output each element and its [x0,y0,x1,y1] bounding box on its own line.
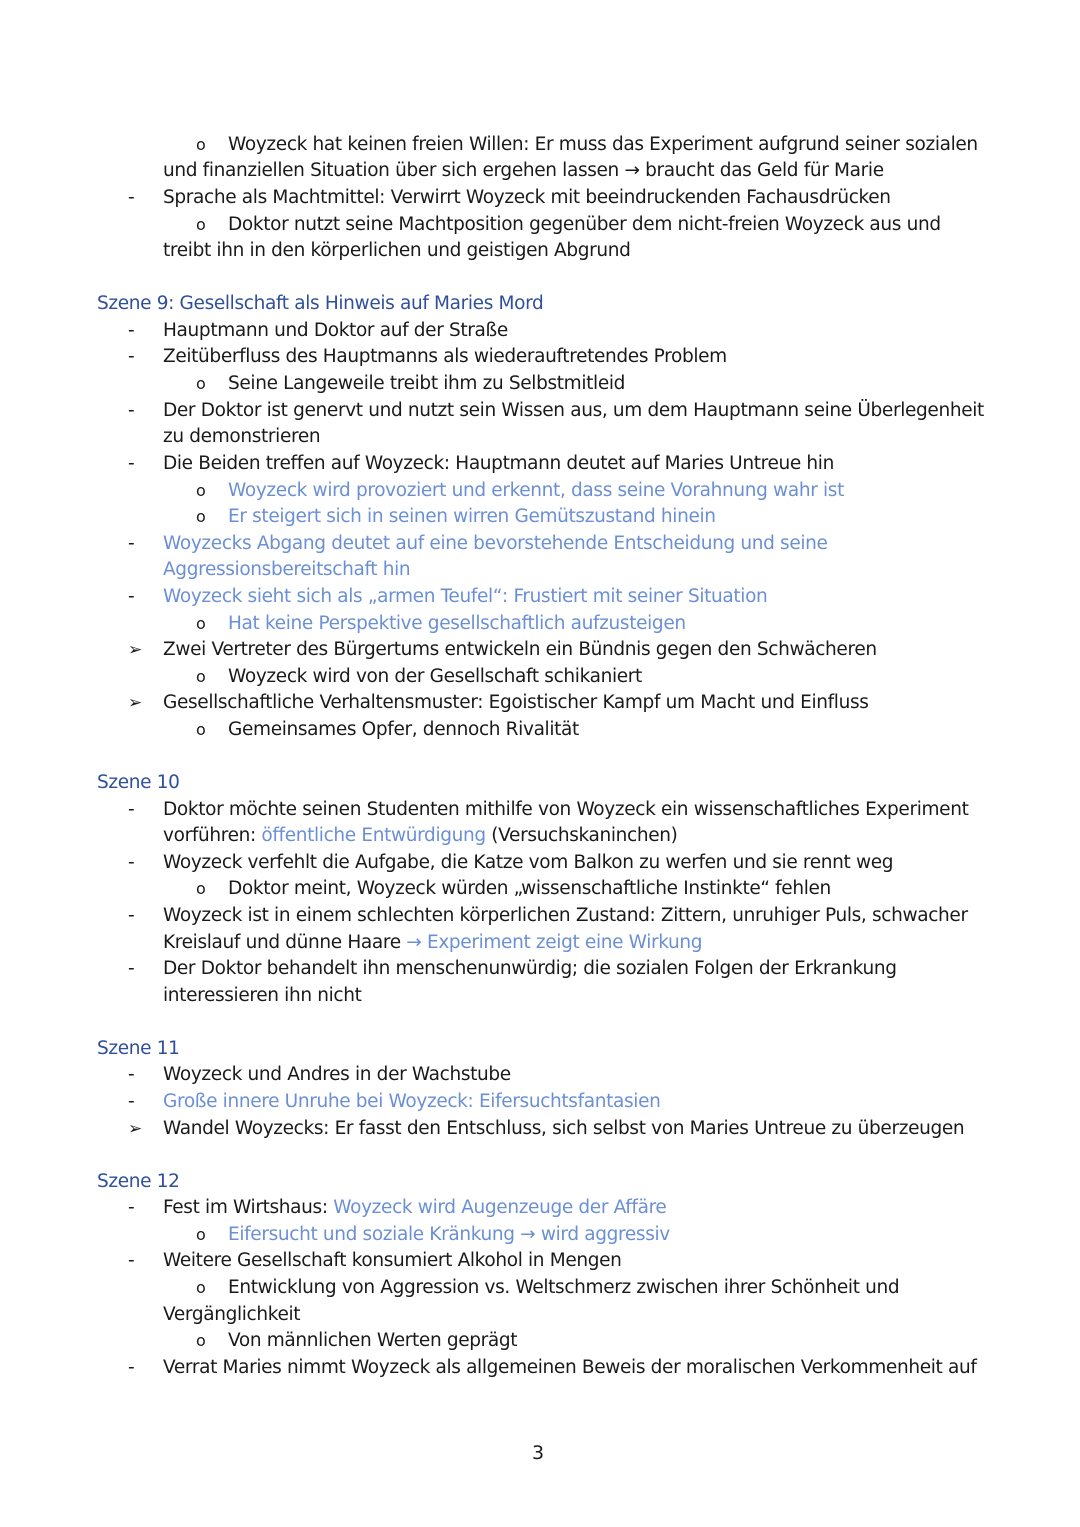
circle-bullet: o [196,667,206,686]
dash-bullet: - [128,400,135,421]
text-segment: Woyzeck und Andres in der Wachstube [163,1064,511,1085]
text-segment: Seine Langeweile treibt ihm zu Selbstmitleid [228,373,626,394]
circle-bullet: o [196,720,206,739]
circle-bullet: o [196,374,206,393]
text-segment: Entwicklung von Aggression vs. Weltschmerz zwischen ihrer Schönheit und [228,1277,900,1298]
section-heading [97,1036,180,1062]
text-line [163,1116,964,1142]
text-segment: Gemeinsames Opfer, dennoch Rivalität [228,719,579,740]
text-segment: Szene 11 [97,1038,180,1059]
text-segment: Weitere Gesellschaft konsumiert Alkohol in Mengen [163,1250,622,1271]
text-segment: Woyzeck sieht sich als „armen Teufel“: Frustiert mit seiner Situation [163,586,768,607]
text-segment: Von männlichen Werten geprägt [228,1330,518,1351]
text-segment: Eifersucht und soziale Kränkung → wird aggressiv [228,1224,670,1245]
text-line [163,344,727,370]
text-segment: Sprache als Machtmittel: Verwirrt Woyzeck mit beeindruckenden Fachausdrücken [163,187,891,208]
text-segment: → Experiment zeigt eine Wirkung [406,932,703,953]
text-segment: Doktor meint, Woyzeck würden „wissenschaftliche Instinkte“ fehlen [228,878,831,899]
text-segment: Große innere Unruhe bei Woyzeck: Eifersuchtsfantasien [163,1091,661,1112]
text-segment: Hauptmann und Doktor auf der Straße [163,320,508,341]
text-line [163,823,678,849]
text-segment: Woyzeck verfehlt die Aufgabe, die Katze vom Balkon zu werfen und sie rennt weg [163,852,894,873]
circle-bullet: o [196,1278,206,1297]
text-line [163,584,767,610]
dash-bullet: - [128,1357,135,1378]
arrowhead-bullet-icon: ➢ [128,640,143,660]
circle-bullet: o [196,879,206,898]
text-segment: Szene 12 [97,1171,180,1192]
circle-bullet: o [196,135,206,154]
text-segment: Woyzecks Abgang deutet auf eine bevorstehende Entscheidung und seine [163,533,828,554]
section-heading [97,1169,180,1195]
text-line [163,1062,511,1088]
circle-bullet: o [196,614,206,633]
circle-bullet: o [196,1331,206,1350]
text-segment: Szene 10 [97,772,180,793]
text-segment: braucht das Geld für Marie [639,160,884,181]
circle-bullet: o [196,215,206,234]
text-segment: Szene 9: Gesellschaft als Hinweis auf Maries Mord [97,293,544,314]
text-line [163,983,362,1009]
text-line [163,1195,666,1221]
text-segment: zu demonstrieren [163,426,321,447]
text-line [163,238,631,264]
dash-bullet: - [128,320,135,341]
text-segment: Wandel Woyzecks: Er fasst den Entschluss, sich selbst von Maries Untreue zu überzeugen [163,1118,965,1139]
text-line [163,690,869,716]
text-segment: Vergänglichkeit [163,1304,301,1325]
text-line [228,611,686,637]
dash-bullet: - [128,533,135,554]
text-segment: Hat keine Perspektive gesellschaftlich aufzusteigen [228,613,686,634]
text-line [163,424,320,450]
circle-bullet: o [196,481,206,500]
text-segment: Die Beiden treffen auf Woyzeck: Hauptmann deutet auf Maries Untreue hin [163,453,834,474]
text-line [228,371,625,397]
section-heading [97,770,180,796]
text-segment: Er steigert sich in seinen wirren Gemütszustand hinein [228,506,716,527]
text-segment: und finanziellen Situation über sich ergehen lassen [163,160,625,181]
text-line [163,158,884,184]
text-segment: (Versuchskaninchen) [485,825,678,846]
arrowhead-bullet-icon: ➢ [128,693,143,713]
dash-bullet: - [128,1250,135,1271]
text-segment: Doktor möchte seinen Studenten mithilfe von Woyzeck ein wissenschaftliches Experiment [163,799,969,820]
text-line [163,318,508,344]
text-line [228,504,716,530]
dash-bullet: - [128,852,135,873]
text-line [228,1222,670,1248]
text-line [163,1302,300,1328]
text-line [228,717,579,743]
text-segment: Woyzeck wird Augenzeuge der Affäre [333,1197,667,1218]
text-line [163,185,891,211]
text-line [228,478,844,504]
text-segment: Verrat Maries nimmt Woyzeck als allgemeinen Beweis der moralischen Verkommenheit auf [163,1357,977,1378]
text-line [163,903,968,929]
section-heading [97,291,543,317]
text-line [163,797,969,823]
dash-bullet: - [128,799,135,820]
text-line [163,398,984,424]
dash-bullet: - [128,586,135,607]
text-line [163,531,828,557]
text-segment: Zeitüberfluss des Hauptmanns als wiederauftretendes Problem [163,346,727,367]
text-line [163,451,834,477]
dash-bullet: - [128,958,135,979]
page-number: 3 [532,1442,545,1464]
arrow-icon: → [624,160,640,181]
text-line [163,557,410,583]
text-segment: Der Doktor ist genervt und nutzt sein Wissen aus, um dem Hauptmann seine Überlegenheit [163,400,984,421]
text-line [163,930,702,956]
arrowhead-bullet-icon: ➢ [128,1119,143,1139]
text-line [163,1355,977,1381]
text-segment: treibt ihn in den körperlichen und geistigen Abgrund [163,240,631,261]
dash-bullet: - [128,905,135,926]
text-segment: Fest im Wirtshaus: [163,1197,334,1218]
text-segment: vorführen: [163,825,262,846]
text-line [228,664,642,690]
dash-bullet: - [128,453,135,474]
text-segment: Woyzeck wird provoziert und erkennt, dass seine Vorahnung wahr ist [228,480,844,501]
text-segment: interessieren ihn nicht [163,985,362,1006]
text-segment: Woyzeck ist in einem schlechten körperlichen Zustand: Zittern, unruhiger Puls, schwacher [163,905,968,926]
text-line [228,132,978,158]
text-segment: öffentliche Entwürdigung [261,825,486,846]
text-segment: Doktor nutzt seine Machtposition gegenüber dem nicht-freien Woyzeck aus und [228,214,941,235]
text-line [228,1328,517,1354]
text-segment: Der Doktor behandelt ihn menschenunwürdig; die sozialen Folgen der Erkrankung [163,958,897,979]
circle-bullet: o [196,507,206,526]
text-line [228,1275,899,1301]
text-line [163,1248,622,1274]
text-segment: Kreislauf und dünne Haare [163,932,407,953]
text-segment: Zwei Vertreter des Bürgertums entwickeln ein Bündnis gegen den Schwächeren [163,639,877,660]
text-segment: Woyzeck wird von der Gesellschaft schikaniert [228,666,642,687]
dash-bullet: - [128,1064,135,1085]
text-line [163,637,877,663]
text-line [228,212,941,238]
text-segment: Gesellschaftliche Verhaltensmuster: Egoistischer Kampf um Macht und Einfluss [163,692,869,713]
text-segment: Woyzeck hat keinen freien Willen: Er muss das Experiment aufgrund seiner sozialen [228,134,978,155]
text-line [163,1089,660,1115]
dash-bullet: - [128,187,135,208]
circle-bullet: o [196,1225,206,1244]
dash-bullet: - [128,1197,135,1218]
text-line [228,876,831,902]
dash-bullet: - [128,1091,135,1112]
dash-bullet: - [128,346,135,367]
text-line [163,850,893,876]
text-line [163,956,897,982]
text-segment: Aggressionsbereitschaft hin [163,559,411,580]
